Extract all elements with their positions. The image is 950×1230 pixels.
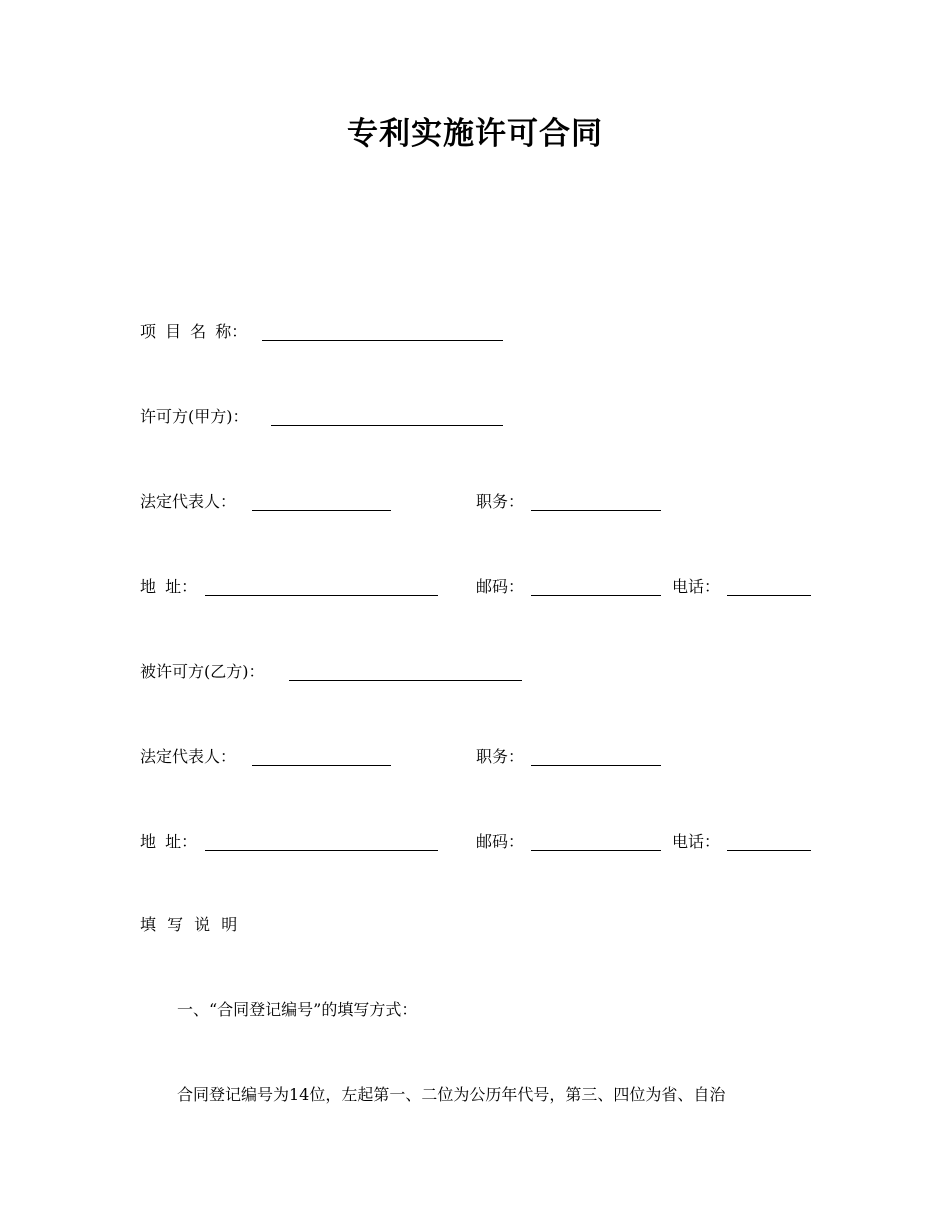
licensor-address-label: 地 址： xyxy=(140,577,198,596)
licensee-position-blank[interactable] xyxy=(531,765,661,766)
licensee-address-row xyxy=(0,830,950,854)
licensor-position-label: 职务： xyxy=(476,492,525,511)
licensor-label: 许可方(甲方)： xyxy=(140,407,249,426)
licensee-blank[interactable] xyxy=(289,680,522,681)
document-title: 专利实施许可合同 xyxy=(347,116,603,152)
paragraph-one-text: 合同登记编号为14位，左起第一、二位为公历年代号，第三、四位为省、自治 xyxy=(177,1085,726,1104)
instructions-heading: 填 写 说 明 xyxy=(140,915,238,934)
licensor-address-row xyxy=(0,575,950,599)
item-one-text: 一、“合同登记编号”的填写方式： xyxy=(177,1000,418,1019)
licensee-rep-blank[interactable] xyxy=(252,765,391,766)
licensor-address-blank[interactable] xyxy=(205,595,438,596)
licensee-label: 被许可方(乙方)： xyxy=(140,662,265,681)
licensee-rep-row xyxy=(0,745,950,769)
project-name-blank[interactable] xyxy=(262,340,503,341)
licensor-rep-row xyxy=(0,490,950,514)
licensee-phone-label: 电话： xyxy=(672,832,721,851)
licensee-position-label: 职务： xyxy=(476,747,525,766)
licensee-postcode-blank[interactable] xyxy=(531,850,661,851)
licensee-address-blank[interactable] xyxy=(205,850,438,851)
project-name-label: 项 目 名 称： xyxy=(140,322,248,341)
project-name-row xyxy=(0,320,950,344)
licensor-row xyxy=(0,405,950,429)
licensee-row xyxy=(0,660,950,684)
licensor-blank[interactable] xyxy=(271,425,503,426)
licensee-address-label: 地 址： xyxy=(140,832,198,851)
licensor-phone-blank[interactable] xyxy=(727,595,811,596)
licensor-rep-label: 法定代表人： xyxy=(140,492,237,511)
licensor-rep-blank[interactable] xyxy=(252,510,391,511)
licensor-position-blank[interactable] xyxy=(531,510,661,511)
licensor-phone-label: 电话： xyxy=(672,577,721,596)
licensee-phone-blank[interactable] xyxy=(727,850,811,851)
licensee-postcode-label: 邮码： xyxy=(476,832,525,851)
licensee-rep-label: 法定代表人： xyxy=(140,747,237,766)
licensor-postcode-blank[interactable] xyxy=(531,595,661,596)
licensor-postcode-label: 邮码： xyxy=(476,577,525,596)
